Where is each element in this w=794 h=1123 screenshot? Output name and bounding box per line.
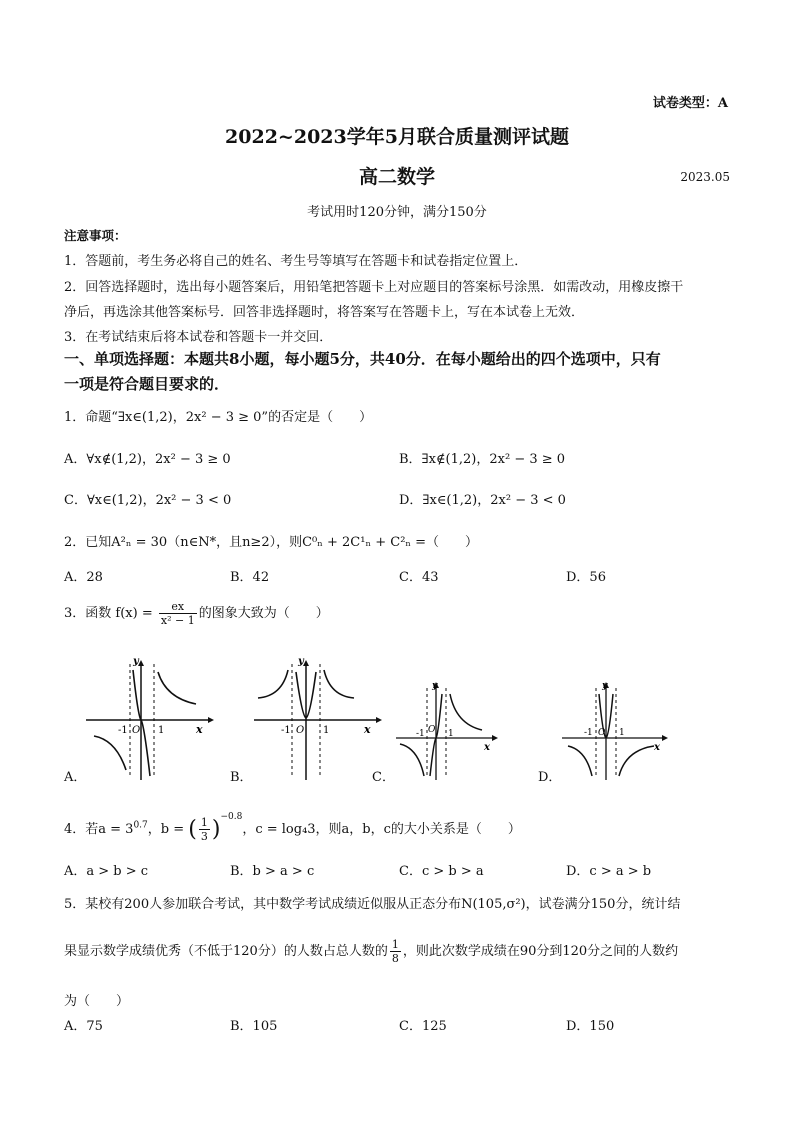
note-item: 3．在考试结束后将本试卷和答题卡一并交回． xyxy=(64,330,333,345)
q3-func: f(x) = xyxy=(115,606,153,621)
q5-frac-num: 1 xyxy=(391,938,399,951)
x-label: x xyxy=(654,742,660,753)
section-heading-cont: 一项是符合题目要求的． xyxy=(64,375,230,393)
q3-label-a: A． xyxy=(64,770,87,785)
q5-option-c: C．125 xyxy=(399,1019,447,1034)
y-label: y xyxy=(133,658,139,667)
q4-exp-b: −0.8 xyxy=(220,812,243,822)
x-label: x xyxy=(484,742,490,753)
curve-left xyxy=(258,670,288,698)
q5-line2-prefix: 果显示数学成绩优秀（不低于120分）的人数占总人数的 xyxy=(64,944,388,959)
q3-frac-den: x² − 1 xyxy=(160,614,195,627)
x-axis-arrow xyxy=(662,735,668,741)
q5-line2-suffix: ，则此次数学成绩在90分到120分之间的人数约 xyxy=(402,944,679,959)
q4-fraction xyxy=(199,816,210,843)
q1-stem-math: ∃x∈(1,2)，2x² − 3 ≥ 0 xyxy=(117,410,262,425)
q3-stem-prefix: 3．函数 xyxy=(64,606,112,621)
note-item: 净后，再选涂其他答案标号．回答非选择题时，将答案写在答题卡上，写在本试卷上无效． xyxy=(64,305,585,320)
y-label: y xyxy=(432,681,438,691)
q4-stem-a: 4．若a = 3 xyxy=(64,822,134,837)
q4-option-b: B．b > a > c xyxy=(230,864,315,879)
tick-neg1: -1 xyxy=(118,725,128,736)
q2-option-c: C．43 xyxy=(399,570,439,585)
exam-info: 考试用时120分钟，满分150分 xyxy=(307,205,487,220)
origin-label: O xyxy=(132,725,141,736)
x-axis-arrow xyxy=(208,717,214,723)
question-5-line3: 为（ ） xyxy=(64,994,130,1009)
question-2-stem: 2．已知A²ₙ = 30（n∈N*，且n≥2），则C⁰ₙ + 2C¹ₙ + C²ₙ =（ ） xyxy=(64,535,479,550)
q4-option-d: D．c > a > b xyxy=(566,864,652,879)
q5-option-d: D．150 xyxy=(566,1019,615,1034)
q3-graph-b xyxy=(254,658,384,780)
note-item: 2．回答选择题时，选出每小题答案后，用铅笔把答题卡上对应题目的答案标号涂黑．如需改动，用橡皮擦干 xyxy=(64,280,684,295)
q4-frac-den: 3 xyxy=(200,830,208,843)
origin-label: O xyxy=(296,725,305,736)
tick-1: 1 xyxy=(323,725,330,736)
x-label: x xyxy=(196,723,203,736)
q3-label-b: B． xyxy=(230,770,253,785)
q5-option-a: A．75 xyxy=(64,1019,103,1034)
curve-left xyxy=(400,744,424,776)
q3-label-d: D． xyxy=(538,770,562,785)
q4-option-c: C．c > b > a xyxy=(399,864,484,879)
section-heading: 一、单项选择题：本题共8小题，每小题5分，共40分．在每小题给出的四个选项中，只有 xyxy=(64,350,661,368)
tick-neg1: -1 xyxy=(281,725,291,736)
question-4-stem: 4．若$a = 3^{0.7}$，b = ( $\frac{1}{3}$ )$^{-0.8}$，c = log₄3，则a，b，c的大小关系是（ ） xyxy=(64,812,521,843)
question-3-stem xyxy=(64,600,329,627)
y-label: y xyxy=(298,658,304,667)
question-5-line2 xyxy=(64,938,678,965)
note-item: 1．答题前，考生务必将自己的姓名、考生号等填写在答题卡和试卷指定位置上． xyxy=(64,254,528,269)
q3-fraction xyxy=(159,600,197,627)
q1-option-d: D．∃x∈(1,2)，2x² − 3 < 0 xyxy=(399,493,566,508)
question-1-stem xyxy=(64,406,372,425)
curve-right xyxy=(158,672,196,704)
q5-frac-den: 8 xyxy=(391,952,399,965)
exam-date: 2023.05 xyxy=(680,170,730,184)
q2-option-d: D．56 xyxy=(566,570,606,585)
q5-fraction xyxy=(390,938,401,965)
question-5-line1: 5．某校有200人参加联合考试，其中数学考试成绩近似服从正态分布N(105,σ²)，试卷满分150分，统计结 xyxy=(64,897,681,912)
tick-1: 1 xyxy=(158,725,165,736)
q4-frac-num: 1 xyxy=(200,816,208,829)
q3-stem-suffix: 的图象大致为（ ） xyxy=(198,606,329,621)
q5-option-b: B．105 xyxy=(230,1019,278,1034)
q1-option-b: B．∃x∉(1,2)，2x² − 3 ≥ 0 xyxy=(399,452,566,467)
origin-label: O xyxy=(598,728,606,738)
exam-title: 2022~2023学年5月联合质量测评试题 xyxy=(225,126,569,148)
y-axis-arrow xyxy=(138,660,144,666)
q3-frac-num: ex xyxy=(159,600,197,614)
x-label: x xyxy=(364,723,371,736)
tick-1: 1 xyxy=(448,729,454,739)
paper-type: 试卷类型：A xyxy=(652,96,728,111)
curve-right xyxy=(619,746,654,776)
q4-option-a: A．a > b > c xyxy=(64,864,149,879)
q3-graph-a xyxy=(86,658,216,780)
curve-left xyxy=(94,736,126,770)
subject-title: 高二数学 xyxy=(358,166,435,188)
y-axis-arrow xyxy=(303,660,309,666)
curve-right xyxy=(450,694,482,730)
q4-stem-c: ，c = log₄3，则a，b，c的大小关系是（ ） xyxy=(242,822,521,837)
q3-graph-c xyxy=(396,680,500,780)
curve-left xyxy=(568,746,592,776)
q3-label-c: C． xyxy=(372,770,395,785)
notes-heading: 注意事项： xyxy=(64,228,127,243)
tick-neg1: -1 xyxy=(416,729,425,739)
x-axis-arrow xyxy=(376,717,382,723)
y-label: y xyxy=(602,681,608,691)
curve-right xyxy=(324,670,354,698)
origin-label: O xyxy=(428,725,436,735)
q4-exp-a: 0.7 xyxy=(133,820,148,831)
q1-stem-prefix: 1．命题“ xyxy=(64,410,118,425)
tick-neg1: -1 xyxy=(584,728,593,738)
q1-option-a: A．∀x∉(1,2)，2x² − 3 ≥ 0 xyxy=(64,452,231,467)
q3-graph-d xyxy=(562,680,670,780)
x-axis-arrow xyxy=(492,735,498,741)
q1-stem-suffix: ”的否定是（ ） xyxy=(261,410,373,425)
q2-option-b: B．42 xyxy=(230,570,270,585)
q1-option-c: C．∀x∈(1,2)，2x² − 3 < 0 xyxy=(64,493,232,508)
q2-option-a: A．28 xyxy=(64,570,103,585)
q4-stem-b: ，b = xyxy=(147,822,185,837)
tick-1: 1 xyxy=(619,728,625,738)
